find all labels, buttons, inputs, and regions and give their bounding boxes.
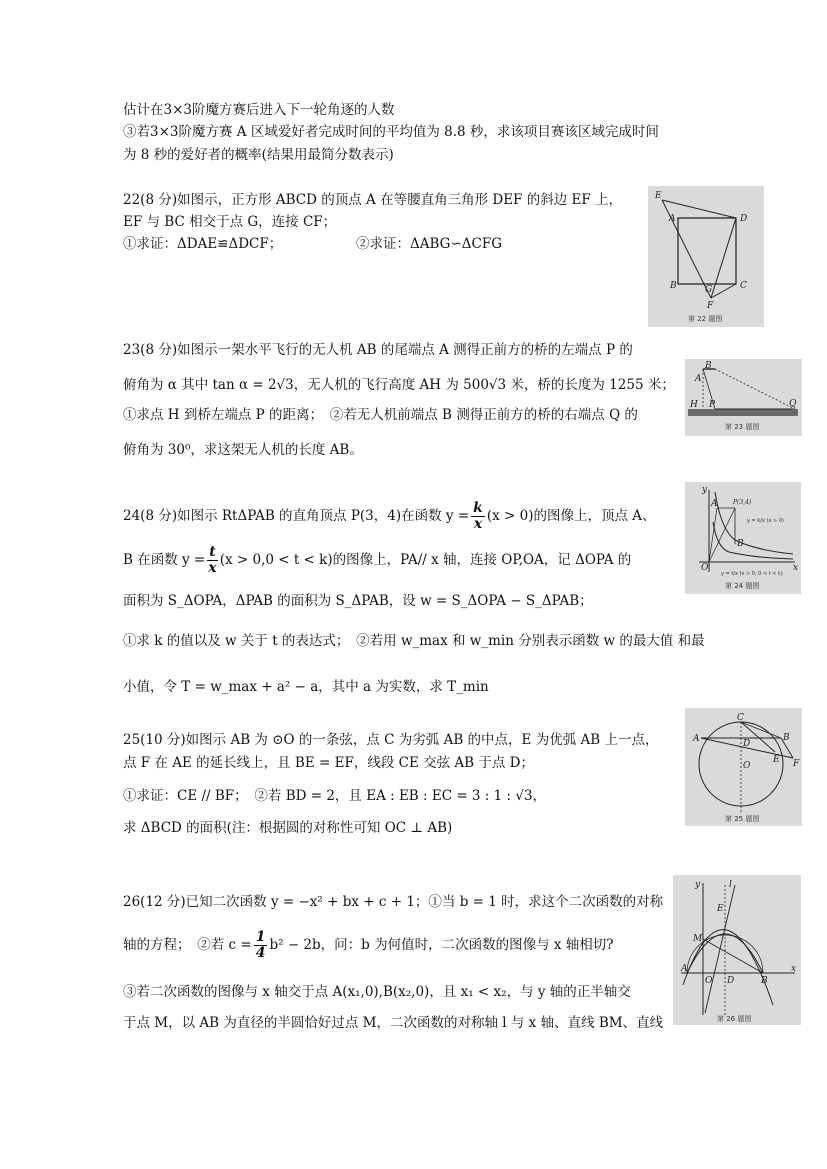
figure-26 — [673, 875, 801, 1025]
q24-frac-k-den: x — [473, 516, 483, 532]
q25-line-1: 25(10 分)如图示 AB 为 ⊙O 的一条弦，点 C 为劣弧 AB 的中点，E 为优弧 AB 上一点， — [123, 732, 659, 748]
q24-line-5: 小值，令 T = w_max + a² − a，其中 a 为实数，求 T_min — [123, 679, 489, 695]
q22-line-3a: ①求证：ΔDAE≌ΔDCF； — [123, 236, 283, 252]
fig26-caption: 第 26 题图 — [717, 1015, 752, 1023]
fig24-curve-t-label: y = t/x (x > 0, 0 < t < k) — [721, 571, 783, 577]
q24-line-4: ①求 k 的值以及 w 关于 t 的表达式； ②若用 w_max 和 w_min 分别表示函数 w 的最大值 和最 — [123, 633, 705, 649]
fig23-label-p: P — [709, 400, 716, 410]
q26-line-1: 26(12 分)已知二次函数 y = −x² + bx + c + 1；①当 b = 1 时，求这个二次函数的对称 — [123, 894, 664, 910]
fig22-label-e: E — [655, 191, 662, 201]
fig22-label-c: C — [740, 281, 747, 291]
fig26-label-l: l — [729, 880, 732, 890]
q23-line-4: 俯角为 30⁰，求这架无人机的长度 AB。 — [123, 442, 363, 458]
fig25-label-e: E — [773, 755, 780, 765]
figure-24-drawing — [685, 482, 801, 594]
fig24-label-a: A — [711, 499, 718, 509]
fig24-label-o: O — [701, 563, 709, 573]
q24-line-2-text-a: B 在函数 y = — [123, 552, 206, 568]
q24-frac-k-num: k — [473, 500, 483, 516]
fig26-label-o: O — [705, 976, 713, 986]
q24-fraction-k-over-x — [471, 501, 485, 532]
q25-line-3: ①求证：CE // BF； ②若 BD = 2，且 EA : EB : EC = 3 : 1 : √3， — [123, 788, 547, 804]
q24-line-1 — [123, 501, 656, 532]
fig24-label-b: B — [737, 539, 744, 549]
fig25-label-c: C — [737, 713, 744, 723]
q24-line-1-text-a: 24(8 分)如图示 RtΔPAB 的直角顶点 P(3，4)在函数 y = — [123, 508, 470, 524]
fig23-caption: 第 23 题图 — [725, 423, 760, 431]
fig24-curve-k-label: y = k/x (x > 0) — [747, 518, 784, 524]
fig24-label-y: y — [702, 485, 708, 495]
q25-line-2: 点 F 在 AE 的延长线上，且 BE = EF，线段 CE 交弦 AB 于点 D； — [123, 755, 534, 771]
q26-line-2-text-a: 轴的方程； ②若 c = — [123, 937, 252, 953]
q23-line-2: 俯角为 α 其中 tan α = 2√3，无人机的飞行高度 AH 为 500√3 米，桥的长度为 1255 米； — [123, 377, 675, 393]
q26-line-2 — [123, 930, 614, 961]
fig22-label-f: F — [707, 301, 714, 311]
fig24-label-p: P(3,4) — [733, 499, 752, 506]
q24-frac-t-num: t — [209, 544, 216, 560]
fig26-label-d: D — [727, 976, 735, 986]
fig25-label-f: F — [793, 759, 800, 769]
q24-line-1-text-b: (x > 0)的图像上，顶点 A、 — [486, 508, 656, 524]
fig22-label-b: B — [670, 281, 677, 291]
q22-line-2: EF 与 BC 相交于点 G，连接 CF； — [123, 214, 337, 230]
fig26-label-b: B — [761, 976, 768, 986]
figure-23-drawing — [685, 359, 802, 436]
text-line-1: 估计在3×3阶魔方赛后进入下一轮角逐的人数 — [123, 102, 395, 118]
q26-line-4: 于点 M，以 AB 为直径的半圆恰好过点 M，二次函数的对称轴 l 与 x 轴、直线 BM、直线 — [123, 1015, 664, 1031]
figure-26-drawing — [673, 875, 801, 1025]
fig26-label-y: y — [695, 880, 701, 890]
fig22-label-g: G — [705, 285, 713, 295]
fig26-label-a: A — [681, 964, 688, 974]
q23-line-1: 23(8 分)如图示一架水平飞行的无人机 AB 的尾端点 A 测得正前方的桥的左端点 P 的 — [123, 342, 633, 358]
fig23-label-h: H — [690, 400, 698, 410]
q25-line-4: 求 ΔBCD 的面积(注：根据圆的对称性可知 OC ⊥ AB) — [123, 820, 453, 836]
q24-line-2 — [123, 545, 631, 576]
q26-line-2-text-b: b² − 2b，问：b 为何值时，二次函数的图像与 x 轴相切? — [269, 937, 614, 953]
q24-line-3: 面积为 S_ΔOPA，ΔPAB 的面积为 S_ΔPAB，设 w = S_ΔOPA − S_ΔPAB； — [123, 593, 593, 609]
figure-23 — [685, 359, 802, 436]
fig22-label-a: A — [669, 214, 676, 224]
figure-24 — [685, 482, 801, 594]
q23-line-3: ①求点 H 到桥左端点 P 的距离； ②若无人机前端点 B 测得正前方的桥的右端点 Q 的 — [123, 407, 638, 423]
figure-22-drawing — [648, 186, 764, 327]
fig25-label-d: D — [743, 739, 751, 749]
fig22-caption: 第 22 题图 — [688, 315, 723, 323]
fig24-caption: 第 24 题图 — [725, 582, 760, 590]
q24-frac-t-den: x — [208, 560, 217, 576]
q22-line-1: 22(8 分)如图示，正方形 ABCD 的顶点 A 在等腰直角三角形 DEF 的斜边 EF 上， — [123, 192, 623, 208]
text-line-3: 为 8 秒的爱好者的概率(结果用最简分数表示) — [123, 147, 394, 163]
text-line-2: ③若3×3阶魔方赛 A 区域爱好者完成时间的平均值为 8.8 秒，求该项目赛该区域完成时间 — [123, 124, 659, 140]
fig25-caption: 第 25 题图 — [725, 815, 760, 823]
figure-25 — [685, 708, 802, 826]
fig26-label-m: M — [693, 934, 703, 944]
fig26-label-x: x — [791, 964, 797, 974]
fig24-label-x: x — [793, 563, 799, 573]
q26-fraction-one-quarter — [254, 930, 268, 961]
fig25-label-b: B — [783, 733, 790, 743]
figure-25-drawing — [685, 708, 802, 826]
fig23-label-q: Q — [789, 399, 797, 409]
fig23-label-b: B — [705, 361, 712, 371]
figure-22 — [648, 186, 764, 327]
q26-line-3: ③若二次函数的图像与 x 轴交于点 A(x₁,0),B(x₂,0)，且 x₁ < x₂，与 y 轴的正半轴交 — [123, 984, 631, 1000]
q26-frac-den: 4 — [255, 945, 266, 961]
fig22-label-d: D — [740, 214, 748, 224]
fig23-label-a: A — [695, 374, 702, 384]
fig25-label-a: A — [693, 734, 700, 744]
q26-frac-num: 1 — [255, 929, 266, 945]
q24-fraction-t-over-x — [207, 545, 217, 576]
q24-line-2-text-b: (x > 0,0 < t < k)的图像上，PA// x 轴，连接 OP,OA，记 ΔOPA 的 — [219, 552, 632, 568]
q22-line-3b: ②求证：ΔABG∽ΔCFG — [356, 236, 502, 252]
fig26-label-e: E — [717, 904, 724, 914]
fig25-label-o: O — [743, 761, 751, 771]
